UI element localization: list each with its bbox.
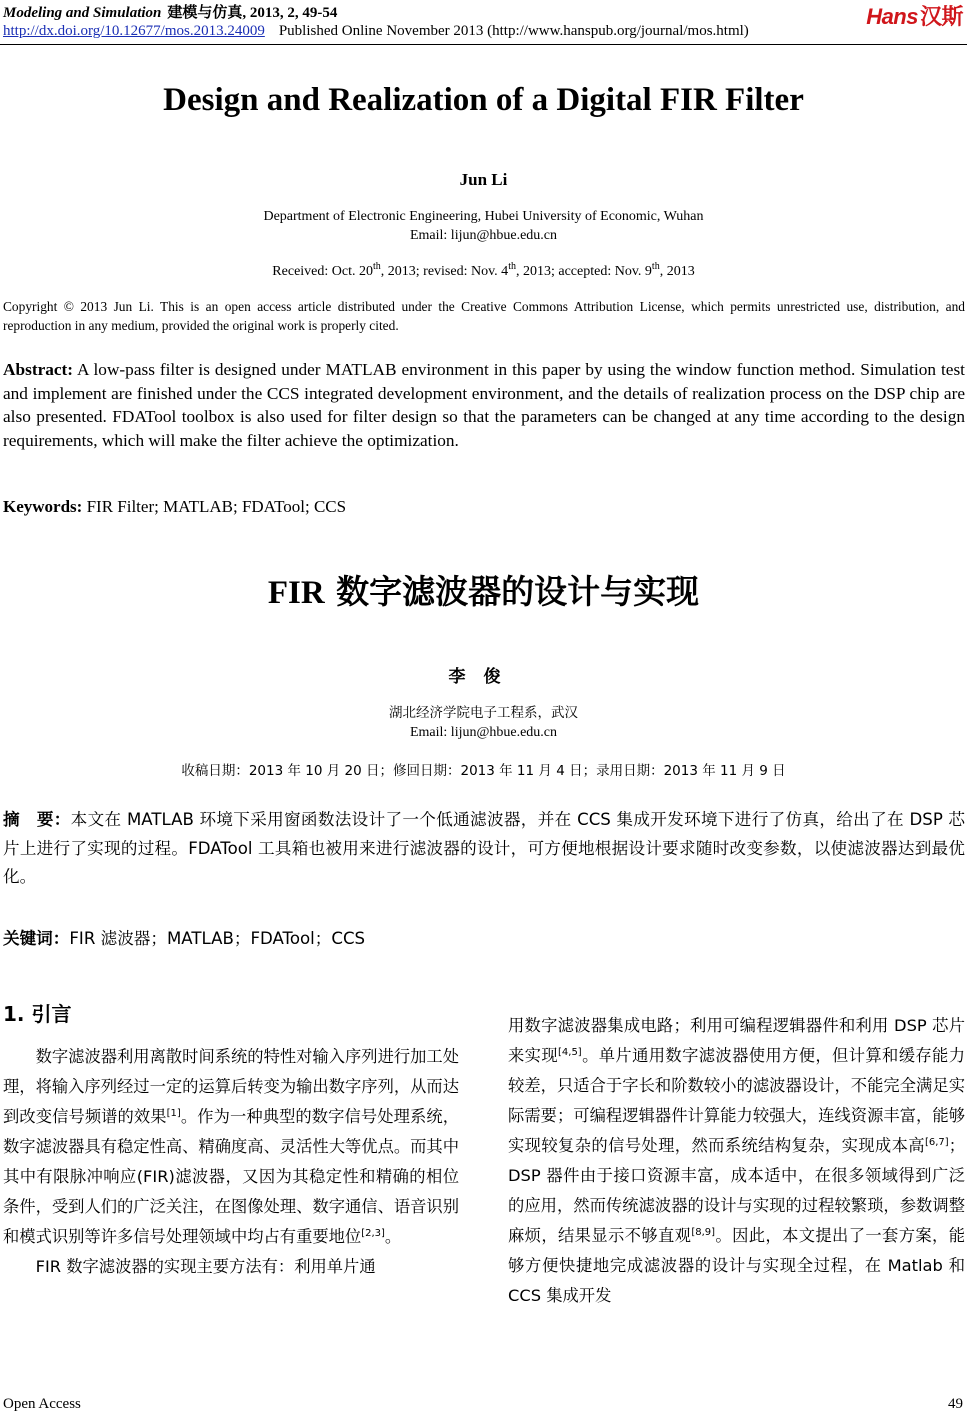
revised-sup: th [508,261,516,272]
body-text: 。因此，本文提出了一套方案，能够方便快捷地完成滤波器的设计与实现全过程，在 Matlab 和 CCS 集成开发 [508,1226,965,1305]
keywords-cn-text: FIR 滤波器；MATLAB；FDATool；CCS [69,929,366,948]
doi-line [3,23,749,40]
body-text: ；DSP 器件由于接口资源丰富，成本适中，在很多领域得到广泛的应用，然而传统滤波器的设计与实现的过程较繁琐，参数调整麻烦，结果显示不够直观 [508,1136,965,1245]
citation: [2,3] [361,1228,385,1239]
abstract-en [3,358,965,452]
author-email-cn: Email: lijun@hbue.edu.cn [409,725,558,740]
author-name: Jun Li [459,170,508,189]
body-column-left [3,1042,459,1282]
body-text: 。单片通用数字滤波器使用方便，但计算和缓存能力较差，只适合于字长和阶数较小的滤波器设计，不能完全满足实际需要；可编程逻辑器件计算能力较强大，连线资源丰富，能够实现较复杂的信号处理，然而系统结构复杂，实现成本高 [508,1046,965,1155]
title-cn-fir: FIR [267,575,325,611]
page-number: 49 [948,1396,963,1412]
paragraph: FIR 数字滤波器的实现主要方法有：利用单片通 [35,1257,376,1276]
footer-open-access: Open Access [3,1396,81,1412]
keywords-label: Keywords: [3,497,83,516]
citation: [1] [166,1108,181,1119]
copyright-notice: Copyright © 2013 Jun Li. This is an open access article distributed under the Creative Commons Attribution License, which permits unrestricted use, distribution, and reproduction in any medium, provided the original work is properly cited. [3,299,965,333]
published-online: Published Online November 2013 (http://www.hanspub.org/journal/mos.html) [278,23,749,39]
keywords-cn [3,925,365,949]
header-divider [0,44,967,45]
body-text: 。作为一种典型的数字信号处理系统，数字滤波器具有稳定性高、精确度高、灵活性大等优点。而其中其中有限脉冲响应(FIR)滤波器，又因为其稳定性和精确的相位条件，受到人们的广泛关注，在图像处理、数字通信、语音识别和模式识别等许多信号处理领域中均占有重要地位 [3,1107,459,1246]
paragraph [508,1011,965,1311]
accepted-sup: th [651,261,660,272]
affiliation: Department of Electronic Engineering, Hubei University of Economic, Wuhan [263,209,704,224]
keywords-cn-label: 关键词： [3,929,70,948]
citation: [6,7] [924,1137,949,1148]
journal-title: Modeling and Simulation [3,5,162,21]
keywords-en [3,497,346,517]
received-sup: th [372,261,381,272]
abstract-cn-text: 本文在 MATLAB 环境下采用窗函数法设计了一个低通滤波器，并在 CCS 集成开发环境下进行了仿真，给出了在 DSP 芯片上进行了实现的过程。FDATool 工具箱也被用来进行滤波器的设计，可方便地根据设计要求随时改变参数，以使滤波器达到最优化。 [3,810,966,886]
author-email: Email: lijun@hbue.edu.cn [409,228,558,243]
logo-cn: 汉斯 [919,4,963,29]
publisher-logo [866,0,963,31]
logo-latin: Hans [866,4,918,29]
accepted-year: , 2013 [659,264,695,279]
abstract-label: Abstract: [3,360,74,379]
citation: [4,5] [558,1047,582,1058]
revised: , 2013; revised: Nov. 4 [380,264,509,279]
journal-title-cn: 建模与仿真, 2013, 2, 49-54 [167,5,338,21]
title-cn-rest: 数字滤波器的设计与实现 [336,572,700,611]
paper-title: Design and Realization of a Digital FIR Filter [163,82,804,118]
affiliation-cn: 湖北经济学院电子工程系，武汉 [389,705,578,721]
body-text: 用数字滤波器集成电路；利用可编程逻辑器件和利用 DSP 芯片来实现 [508,1016,965,1065]
abstract-text: A low-pass filter is designed under MATLAB environment in this paper by using the window function method. Simulation test and implement are finished under the CCS integrated development environment, and the details of realization process on the DSP chip are also presented. FDATool toolbox is also used for filter design so that the parameters can be changed at any time according to the design requirements, which will make the filter achieve the optimization. [3,360,965,450]
section-heading: 1. 引言 [3,1002,72,1026]
abstract-cn-label: 摘 要： [3,810,71,829]
citation: [8,9] [691,1227,716,1238]
abstract-cn [3,806,965,892]
received: Received: Oct. 20 [272,264,373,279]
body-text: 数字滤波器利用离散时间系统的特性对输入序列进行加工处理，将输入序列经过一定的运算后转变为输出数字序列，从而达到改变信号频谱的效果 [3,1047,459,1126]
accepted: , 2013; accepted: Nov. 9 [515,264,652,279]
body-column-right [508,1011,965,1311]
paper-title-cn [0,566,967,613]
keywords-text: FIR Filter; MATLAB; FDATool; CCS [86,497,347,516]
author-name-cn: 李俊 [448,667,519,687]
dates-cn: 收稿日期：2013 年 10 月 20 日；修回日期：2013 年 11 月 4 日；录用日期：2013 年 11 月 9 日 [181,763,786,779]
doi-link[interactable]: http://dx.doi.org/10.12677/mos.2013.24009 [3,23,265,39]
paragraph [3,1042,459,1252]
received-dates [0,262,967,281]
journal-name [3,1,337,22]
body-text: 。 [384,1227,402,1246]
